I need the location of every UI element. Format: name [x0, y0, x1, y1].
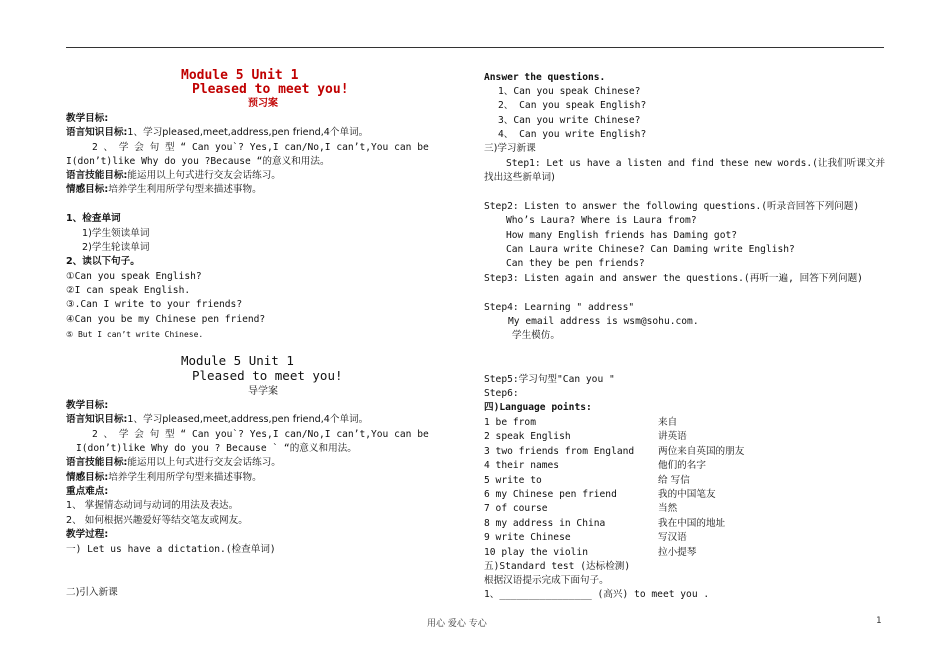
question-2: 2、 Can you speak English?: [498, 100, 647, 111]
language-point-en: 9 write Chinese: [484, 532, 571, 543]
language-point-en: 6 my Chinese pen friend: [484, 489, 617, 500]
lang-skill-goal: 语言技能目标:能运用以上句式进行交友会话练习。: [66, 170, 281, 181]
language-point-cn: 当然: [658, 503, 678, 514]
question-3: 3、Can you write Chinese?: [498, 115, 641, 126]
language-points-heading: 四)Language points:: [484, 402, 592, 413]
step-2-question-3: Can Laura write Chinese? Can Daming write English?: [506, 244, 795, 255]
title-module-unit-1: Module 5 Unit 1: [181, 68, 299, 83]
sentence-2: ②I can speak English.: [66, 285, 191, 296]
step-4: Step4: Learning " address": [484, 302, 635, 313]
sentence-4: ④Can you be my Chinese pen friend?: [66, 314, 266, 325]
language-point-cn: 我在中国的地址: [658, 518, 726, 529]
step-4-example: My email address is wsm@sohu.com.: [508, 316, 699, 327]
standard-test-instruction: 根据汉语提示完成下面句子。: [484, 575, 609, 586]
step-2-question-4: Can they be pen friends?: [506, 258, 645, 269]
language-point-cn: 我的中国笔友: [658, 489, 716, 500]
language-point-cn: 讲英语: [658, 431, 687, 442]
sentence-1: ①Can you speak English?: [66, 271, 202, 282]
learn-new-heading: 三)学习新课: [484, 143, 536, 154]
step-6: Step6:: [484, 388, 519, 399]
step-2: Step2: Listen to answer the following questions.(听录音回答下列问题): [484, 201, 860, 212]
lang-knowledge-goal-2: 语言知识目标:1、学习pleased,meet,address,pen friend,4个单词。: [66, 414, 369, 425]
sentence-goal-b-2: I(don’t)like Why do you ? Because ` “的意义和用法。: [76, 443, 357, 454]
process-step-1: 一) Let us have a dictation.(检查单词): [66, 544, 276, 555]
page-number: 1: [876, 616, 882, 626]
step-5: Step5:学习句型"Can you ": [484, 374, 615, 385]
emotion-goal: 情感目标:培养学生利用所学句型来描述事物。: [66, 184, 262, 195]
sentence-5: ⑤ But I can’t write Chinese.: [66, 330, 204, 339]
sentence-3: ③.Can I write to your friends?: [66, 299, 243, 310]
check-item-1: 1)学生领读单词: [82, 228, 150, 239]
answer-heading: Answer the questions.: [484, 72, 606, 83]
sentence-goal-b: I(don’t)like Why do you ?Because “的意义和用法。: [66, 156, 330, 167]
process-heading: 教学过程:: [66, 529, 109, 540]
step-1-cont: 找出这些新单词): [484, 172, 555, 183]
standard-test-heading: 五)Standard test (达标检测): [484, 561, 631, 572]
step-4-imitate: 学生模仿。: [512, 330, 560, 341]
sentence-goal-a-2: 2 、 学 会 句 型 “ Can you`? Yes,I can/No,I can’t,You can be: [92, 429, 429, 440]
check-item-2: 2)学生轮读单词: [82, 242, 150, 253]
subtitle-2: Pleased to meet you!: [192, 368, 343, 383]
step-1: Step1: Let us have a listen and find these new words.(让我们听课文并: [506, 158, 886, 169]
standard-test-item-1: 1、________________ (高兴) to meet you .: [484, 589, 710, 600]
lang-skill-goal-2: 语言技能目标:能运用以上句式进行交友会话练习。: [66, 457, 281, 468]
subtitle-1: Pleased to meet you!: [192, 82, 349, 97]
check-words-heading: 1、检查单词: [66, 213, 121, 224]
process-step-2: 二)引入新课: [66, 587, 118, 598]
key-points-heading: 重点难点:: [66, 486, 109, 497]
tag-preview: 预习案: [248, 98, 278, 109]
language-point-cn: 给 写信: [658, 475, 690, 486]
header-rule: [66, 47, 884, 48]
footer-motto: 用心 爱心 专心: [427, 619, 487, 629]
language-point-cn: 拉小提琴: [658, 547, 697, 558]
question-1: 1、Can you speak Chinese?: [498, 86, 641, 97]
tag-guide: 导学案: [248, 386, 278, 397]
read-sentences-heading: 2、读以下句子。: [66, 256, 140, 267]
sentence-goal-a: 2 、 学 会 句 型 “ Can you`? Yes,I can/No,I can’t,You can be: [92, 142, 429, 153]
key-point-1: 1、 掌握情态动词与动词的用法及表达。: [66, 500, 239, 511]
language-point-en: 4 their names: [484, 460, 560, 471]
language-point-en: 2 speak English: [484, 431, 571, 442]
language-point-en: 8 my address in China: [484, 518, 606, 529]
step-3: Step3: Listen again and answer the questions.(再听一遍, 回答下列问题): [484, 273, 863, 284]
language-point-cn: 他们的名字: [658, 460, 706, 471]
lang-knowledge-goal: 语言知识目标:1、学习pleased,meet,address,pen friend,4个单词。: [66, 127, 369, 138]
step-2-question-1: Who’s Laura? Where is Laura from?: [506, 215, 697, 226]
language-point-cn: 两位来自英国的朋友: [658, 446, 745, 457]
language-point-en: 5 write to: [484, 475, 542, 486]
step-2-question-2: How many English friends has Daming got?: [506, 230, 738, 241]
question-4: 4、 Can you write English?: [498, 129, 647, 140]
language-point-en: 7 of course: [484, 503, 548, 514]
goals-heading-2: 教学目标:: [66, 400, 109, 411]
emotion-goal-2: 情感目标:培养学生利用所学句型来描述事物。: [66, 472, 262, 483]
language-point-cn: 来自: [658, 417, 678, 428]
language-point-en: 3 two friends from England: [484, 446, 635, 457]
key-point-2: 2、 如何根据兴趣爱好等结交笔友或网友。: [66, 515, 248, 526]
language-point-en: 1 be from: [484, 417, 536, 428]
language-point-en: 10 play the violin: [484, 547, 588, 558]
language-point-cn: 写汉语: [658, 532, 687, 543]
goals-heading: 教学目标:: [66, 113, 109, 124]
title-module-unit-2: Module 5 Unit 1: [181, 353, 294, 368]
